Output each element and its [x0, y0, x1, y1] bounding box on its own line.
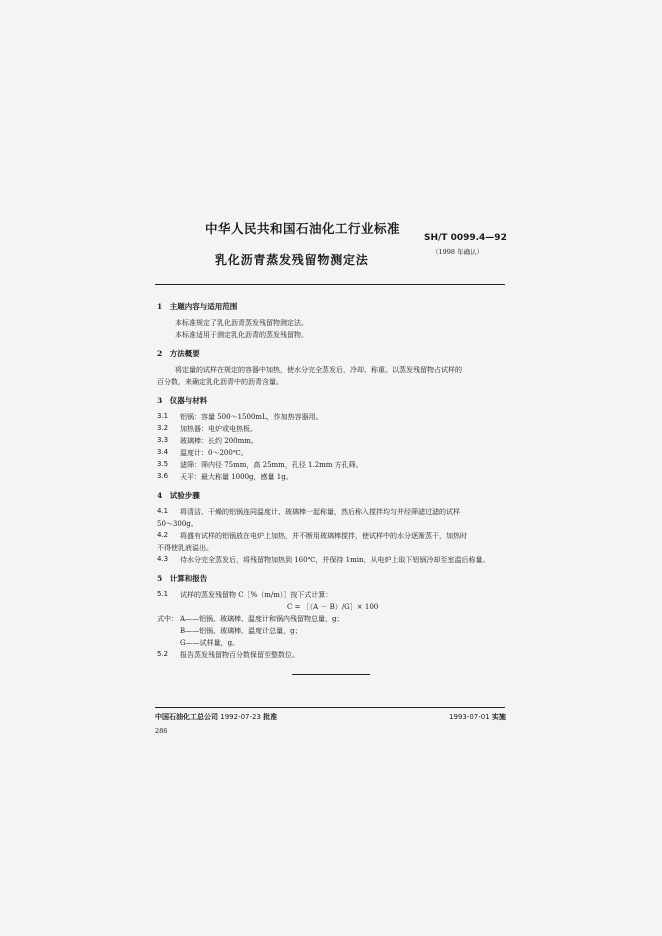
item-4-1-number: 4.1: [157, 507, 169, 515]
footer-approval-date: 1992-07-23: [220, 713, 261, 721]
formula: C = ［（A － B）/G］× 100: [287, 603, 379, 611]
page-number: 286: [155, 727, 168, 735]
footer-approval-label: 批准: [263, 712, 278, 721]
item-4-3-line-1: 待水分完全蒸发后，将残留物加热到 160℃，并保持 1min，从电炉上取下铝锅冷却至室温后称量。: [180, 556, 490, 564]
section-2-line-2: 百分数，来确定乳化沥青中的沥青含量。: [157, 378, 283, 386]
header-divider: [155, 284, 505, 285]
document-title: 乳化沥青蒸发残留物测定法: [215, 253, 369, 267]
footer-implementation: [449, 712, 506, 722]
item-3-3-text: 玻璃棒：长约 200mm。: [180, 437, 258, 445]
item-3-6-number: 3.6: [157, 472, 169, 480]
section-1-paragraph-2: 本标准适用于测定乳化沥青的蒸发残留物。: [175, 331, 308, 339]
section-4-heading: 4 试验步骤: [157, 491, 200, 500]
section-2-line-1: 将定量的试样在规定的容器中加热，使水分完全蒸发后，冷却、称重。以蒸发残留物占试样的: [175, 366, 462, 374]
item-4-2-line-2: 不得使乳液溢出。: [157, 544, 213, 552]
section-5-heading: 5 计算和报告: [157, 574, 208, 583]
where-prefix: 式中：: [157, 615, 178, 623]
section-1-heading: 1 主题内容与适用范围: [157, 302, 238, 311]
item-3-3-number: 3.3: [157, 436, 169, 444]
end-rule: [292, 674, 370, 675]
definition-a: A——铝锅、玻璃棒、温度计和锅内残留物总量，g；: [180, 615, 344, 623]
item-4-2-line-1: 将盛有试样的铝锅放在电炉上加热，并不断用玻璃棒搅拌，使试样中的水分逐渐蒸干，加热时: [180, 532, 467, 540]
item-3-5-text: 滤筛：筛内径 75mm，高 25mm，孔径 1.2mm 方孔筛。: [180, 461, 363, 469]
footer-divider: [155, 707, 505, 708]
confirm-note: （1998 年确认）: [432, 248, 484, 256]
standard-title: 中华人民共和国石油化工行业标准: [205, 221, 401, 236]
item-5-2-number: 5.2: [157, 650, 169, 658]
item-3-1-text: 铝锅：容量 500～1500mL，作加热容器用。: [180, 413, 323, 421]
item-3-5-number: 3.5: [157, 460, 169, 468]
item-5-1-text: 试样的蒸发残留物 C［%（m/m）］按下式计算：: [180, 591, 333, 599]
item-3-1-number: 3.1: [157, 412, 169, 420]
definition-g: G——试样量，g。: [180, 639, 240, 647]
footer-approval: [155, 712, 277, 722]
standard-code: SH/T 0099.4—92: [424, 233, 507, 243]
item-5-1-number: 5.1: [157, 590, 169, 598]
item-3-6-text: 天平：最大称量 1000g，感量 1g。: [180, 473, 293, 481]
item-4-3-number: 4.3: [157, 555, 169, 563]
footer-org: 中国石油化工总公司: [155, 712, 218, 721]
item-4-1-line-2: 50～300g。: [157, 520, 198, 528]
item-3-4-text: 温度计：0～200℃。: [180, 449, 248, 457]
item-3-2-number: 3.2: [157, 424, 169, 432]
item-5-2-text: 报告蒸发残留物百分数保留至整数位。: [180, 651, 299, 659]
definition-b: B——铝锅、玻璃棒、温度计总量，g；: [180, 627, 302, 635]
footer-implementation-date: 1993-07-01: [449, 713, 490, 721]
section-2-heading: 2 方法概要: [157, 349, 200, 358]
section-1-paragraph-1: 本标准规定了乳化沥青蒸发残留物测定法。: [175, 319, 308, 327]
item-3-2-text: 加热器：电炉或电热板。: [180, 425, 257, 433]
item-4-1-line-1: 将清洁、干燥的铝锅连同温度计、玻璃棒一起称量，然后称入搅拌均匀并经筛滤过滤的试样: [180, 508, 460, 516]
footer-implementation-label: 实施: [491, 712, 506, 721]
item-4-2-number: 4.2: [157, 531, 169, 539]
section-3-heading: 3 仪器与材料: [157, 396, 208, 405]
item-3-4-number: 3.4: [157, 448, 169, 456]
